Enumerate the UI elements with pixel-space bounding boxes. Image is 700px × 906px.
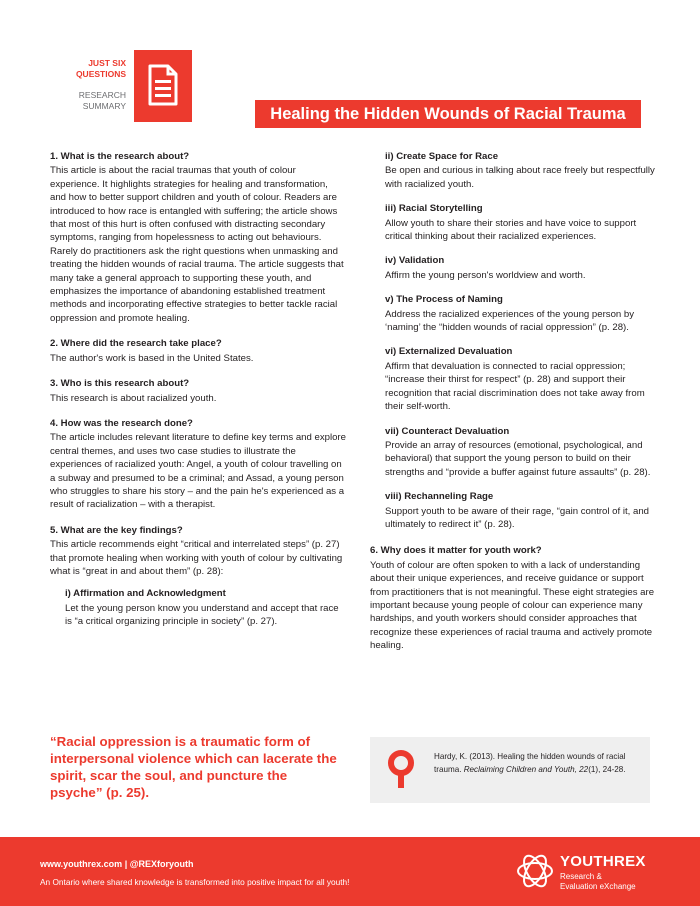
answer-3: This research is about racialized youth.	[50, 392, 217, 404]
reference-citation	[434, 750, 642, 776]
step-1-heading: i) Affirmation and Acknowledgment	[65, 588, 226, 600]
step-7-heading: vii) Counteract Devaluation	[385, 425, 510, 437]
step-4-body: Affirm the young person's worldview and worth.	[385, 269, 586, 281]
citation-part-1: Hardy, K. (2013). Healing the hidden wounds of racial trauma.	[434, 752, 626, 774]
question-2: 2. Where did the research take place?	[50, 338, 222, 350]
answer-1: This article is about the racial traumas that youth of colour experience. It highlights strategies for healing and transformation, and how to better support children and youth of colour. Readers are introduced to how race is entangled with suffering; the article shows that most of this hurt is often confused with distracting secondary symptoms, ranging from hopelessness to acting out behaviours. Rarely do practitioners ask the right questions when unmasking and treating the hidden wounds of racial trauma. The article suggests that many take a general approach to supporting these youth, and emphasizes the importance of abandoning established treatment methods and incorporating effective strategies to better tackle racial oppression and promote healing.	[50, 165, 344, 324]
question-3: 3. Who is this research about?	[50, 378, 190, 390]
youthrex-logo-icon	[515, 851, 555, 891]
answer-5: This article recommends eight “critical and interrelated steps” (p. 27) that promote healing when working with youth of colour by cultivating what is “great in and about them” (p. 28):	[50, 539, 343, 577]
citation-journal: Reclaiming Children and Youth, 22	[463, 765, 589, 774]
step-7-body: Provide an array of resources (emotional, psychological, and behavioral) that support the young person to build on their strengths and “provide a buffer against future assaults” (p. 28).	[385, 439, 651, 478]
question-6: 6. Why does it matter for youth work?	[370, 545, 542, 557]
series-line-2: QUESTIONS	[75, 69, 126, 79]
answer-6: Youth of colour are often spoken to with a lack of understanding about their unique experiences, and receive guidance or support from practitioners that is not meaningful. These eight strategies are important because young people of colour can experience many hardships, and youth workers should consider approaches that recognize these experiences of racial trauma and actively promote healing.	[370, 559, 655, 652]
step-6-heading: vi) Externalized Devaluation	[385, 346, 513, 358]
title-banner	[255, 100, 641, 128]
citation-part-2: (1), 24-28.	[588, 765, 626, 774]
answer-2: The author's work is based in the United States.	[50, 352, 254, 364]
pull-quote: “Racial oppression is a traumatic form of interpersonal violence which can lacerate the spirit, scar the soul, and puncture the psyche” (p. 25).	[50, 734, 337, 800]
step-2-heading: ii) Create Space for Race	[385, 151, 499, 162]
step-3-heading: iii) Racial Storytelling	[385, 203, 483, 215]
footer-tagline: An Ontario where shared knowledge is transformed into positive impact for all youth!	[40, 877, 350, 887]
series-line-1: JUST SIX	[88, 58, 126, 68]
link-separator: |	[122, 859, 130, 869]
series-label	[40, 58, 126, 112]
twitter-handle-link[interactable]: @REXforyouth	[129, 859, 194, 869]
question-1: 1. What is the research about?	[50, 151, 190, 162]
document-icon	[148, 64, 178, 106]
step-5-body: Address the racialized experiences of the young person by ‘naming’ the “hidden wounds of racial oppression” (p. 28).	[385, 308, 635, 334]
footer	[0, 837, 700, 906]
right-column	[370, 150, 655, 653]
step-8-body: Support youth to be aware of their rage, “gain control of it, and ultimately to redirect it” (p. 28).	[385, 505, 649, 530]
document-badge	[134, 50, 192, 122]
question-4: 4. How was the research done?	[50, 417, 193, 429]
brand-subtitle-line-1: Research &	[560, 872, 602, 881]
question-5: 5. What are the key findings?	[50, 524, 183, 536]
step-8-heading: viii) Rechanneling Rage	[385, 491, 494, 503]
brand-subtitle-line-2: Evaluation eXchange	[560, 882, 636, 891]
step-6-body: Affirm that devaluation is connected to racial oppression; “increase their thirst for respect” (p. 28) and support their recognition that racial discrimination does not take away from their self-worth.	[385, 360, 645, 413]
type-line-2: SUMMARY	[82, 101, 126, 111]
brand-name: YOUTHREX	[560, 853, 646, 870]
type-line-1: RESEARCH	[78, 90, 126, 100]
step-1-body: Let the young person know you understand and accept that race is “a critical organizing principle in society” (p. 27).	[65, 602, 339, 628]
step-5-heading: v) The Process of Naming	[385, 294, 503, 306]
step-2-body: Be open and curious in talking about race freely but respectfully with racialized youth.	[385, 165, 655, 190]
step-4-heading: iv) Validation	[385, 255, 445, 267]
website-link[interactable]: www.youthrex.com	[40, 859, 123, 869]
step-3-body: Allow youth to share their stories and have voice to support critical thinking about their racialized experiences.	[385, 217, 637, 243]
answer-4: The article includes relevant literature to define key terms and explore central themes, and uses two case studies to illustrate the experiences of racialized youth: Angel, a youth of colour travelling on a subway and presumed to be a criminal; and Assad, a young person who struggles to share his story – and the pain he's experienced as a result of racialization – with a therapist.	[50, 432, 346, 511]
reference-box	[370, 737, 650, 803]
footer-links	[40, 859, 194, 869]
magnifier-icon	[386, 750, 416, 790]
left-column	[50, 150, 346, 629]
brand-subtitle	[560, 872, 670, 892]
page-title: Healing the Hidden Wounds of Racial Trauma	[270, 105, 626, 123]
